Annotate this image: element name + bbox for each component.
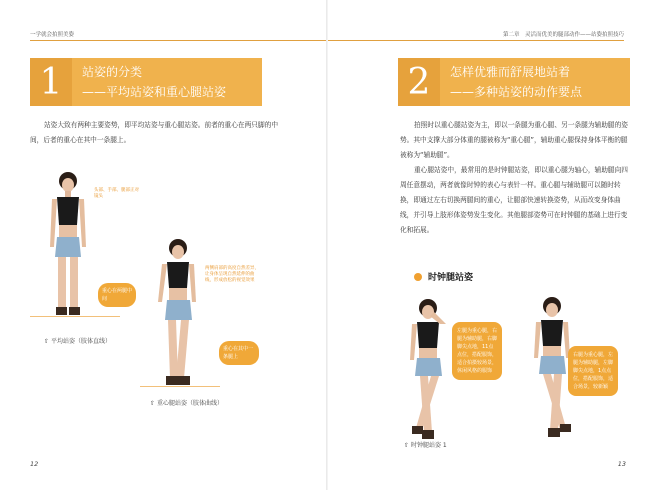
callout-clock-right: 右腿为重心腿，左腿为辅助腿，左脚脚尖点地，1点点位，搭配服饰，适合场景，较新颖 [568, 346, 618, 396]
arrow-icon: ⇧ [150, 400, 157, 407]
left-body-text: 站姿大致有两种主要姿势，即平均站姿与重心腿站姿。前者的重心在两只脚的中间，后者的重心在其中一条腿上。 [30, 121, 279, 144]
right-body-text: 拍照时以重心腿站姿为主，即以一条腿为重心腿、另一条腿为辅助腿的姿势。其中支撑大部分体重的腿被称为“重心腿”，辅助重心腿保持身体平衡的腿被称为“辅助腿”。 重心腿站姿中，最常用的是时钟腿站姿，即以重心腿为轴心，辅助腿向四周任意摆动，两者就像时钟的表心与表针一样。重心腿与辅助腿可以随时转换，即通过左右切换两腿间的重心，让腿部快速转换姿势，从而改变身体曲线，并引导上肢形体姿势发生变化。其他腿部姿势可在时钟腿的基础上进行变化和拓展。 [400, 121, 628, 234]
left-page [0, 0, 326, 490]
left-header-rule [30, 40, 326, 41]
left-running-header: 一学就会拍照美姿 [30, 32, 75, 38]
section-number: 2 [398, 58, 440, 106]
ground-line [30, 316, 120, 317]
section-title: 站姿的分类 [82, 65, 143, 79]
annotation-head: 头部、手部、腿部正对镜头 [94, 188, 139, 199]
arrow-icon: ⇧ [404, 442, 411, 449]
annotation-shoulder: 两侧肩部的高度自然差异，让身体呈现自然延伸的曲线，形成放松的视觉效果 [205, 266, 259, 283]
subsection-heading: 时钟腿站姿 [414, 270, 473, 283]
callout-center: 重心在两腿中间 [98, 283, 136, 307]
model-figure-weighted [148, 232, 208, 402]
model-figure-clock-left [400, 294, 456, 444]
figure-caption: ⇧ 平均站姿（肢体直线） [44, 338, 111, 345]
bullet-dot-icon [414, 273, 422, 281]
right-section-title [398, 58, 630, 106]
callout-clock-left: 左腿为重心腿，右腿为辅助腿，右脚脚尖点地，11点点位，搭配服饰，适合拍摄较场景，休闲风格的服饰 [452, 322, 502, 380]
page-number: 13 [617, 460, 626, 468]
right-running-header: 第二章 灵活而优美的腿部动作——站姿拍照技巧 [502, 32, 624, 38]
figure-caption: ⇧ 重心腿站姿（肢体曲线） [150, 400, 223, 407]
model-figure-front [40, 165, 100, 325]
section-subtitle: ——多种站姿的动作要点 [450, 85, 583, 99]
section-title: 怎样优雅而舒展地站着 [450, 65, 571, 79]
page-number: 12 [30, 460, 39, 468]
figure-caption: ⇧ 时钟腿站姿 1 [404, 442, 447, 449]
section-number: 1 [30, 58, 72, 106]
right-page [328, 0, 654, 490]
right-header-rule [328, 40, 624, 41]
arrow-icon: ⇧ [44, 338, 51, 345]
left-section-title [30, 58, 262, 106]
ground-line [140, 386, 220, 387]
callout-weighted: 重心在其中一条腿上 [219, 341, 259, 365]
section-subtitle: ——平均站姿和重心腿站姿 [82, 85, 227, 99]
